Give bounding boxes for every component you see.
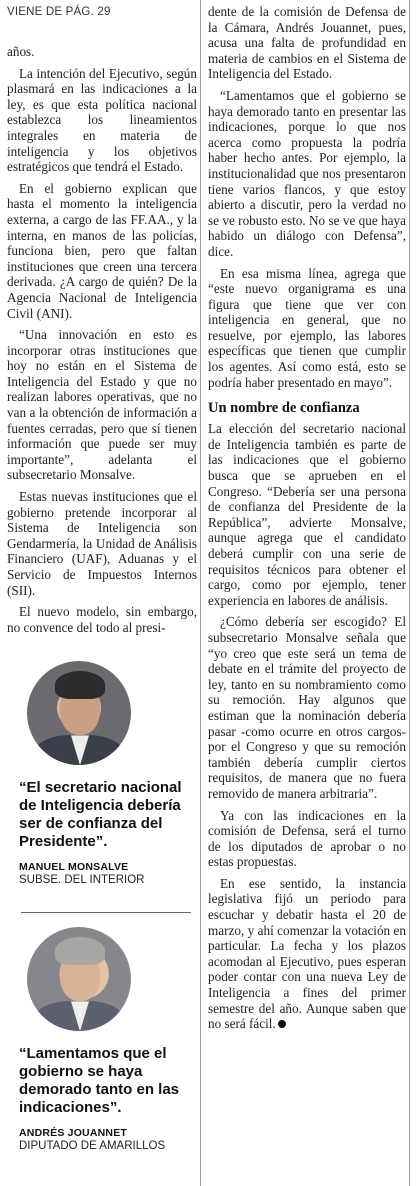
pull-quote-monsalve: “El secretario nacional de Inteligencia debería ser de confianza del Presidente”. <box>19 779 182 851</box>
article-paragraph: La elección del secretario nacional de Inteligencia también es parte de las indicaciones que el gobierno busca que se aprueben en el Congreso. “Debería ser una persona de confianza del Presidente de la República”, advierte Monsalve, aunque agrega que el candidato deberá cumplir con una serie de requisitos técnicos para obtener el cargo, como por ejemplo, tener experiencia en labores de análisis. <box>208 421 406 608</box>
right-column <box>208 0 406 1038</box>
left-column <box>7 0 197 1152</box>
monsalve-portrait <box>27 661 131 765</box>
article-paragraph: En el gobierno explican que hasta el momento la inteligencia externa, a cargo de las FF.AA., y la interna, en manos de las policías, funciona bien, pero que faltan instituciones que creen una tercera derivada. ¿A cargo de quién? De la Agencia Nacional de Inteligencia Civil (ANI). <box>7 180 197 321</box>
article-paragraph: dente de la comisión de Defensa de la Cámara, Andrés Jouannet, pues, acusa una falta de profundidad en materia de cambios en el Sistema de Inteligencia del Estado. <box>208 4 406 82</box>
quote-author-name: ANDRÉS JOUANNET <box>19 1127 128 1140</box>
article-paragraph-last <box>208 876 406 1032</box>
page-edge-rule <box>409 0 410 1186</box>
article-paragraph: Estas nuevas instituciones que el gobierno pretende incorporar al Sistema de Inteligencia son Gendarmería, la Unidad de Análisis Financiero (UAF), Aduanas y el Servicio de Impuestos Internos (SII). <box>7 489 197 598</box>
article-paragraph: “Una innovación en esto es incorporar otras instituciones que hoy no están en el Sistema de Inteligencia del Estado y que no realizan labores operativas, que no van a la obtención de información a fuentes cerradas, pero que sí tienen información que puede ser muy importante”, adelanta el subsecretario Monsalve. <box>7 327 197 483</box>
article-paragraph-text: En ese sentido, la instancia legislativa fijó un periodo para escuchar y debatir hasta el 20 de marzo, y ahí comenzar la votación en particular. La fecha y los plazos acomodan al Ejecutivo, pues esperan poder contar con una nueva Ley de Inteligencia a fines del primer semestre del año. Aunque saben que no será fácil. <box>208 875 406 1032</box>
quote-author-role: SUBSE. DEL INTERIOR <box>19 874 145 887</box>
quote-separator <box>21 912 191 913</box>
column-divider <box>200 0 201 1186</box>
jouannet-portrait <box>27 927 131 1031</box>
article-paragraph: ¿Cómo debería ser escogido? El subsecretario Monsalve señala que “yo creo que este será un tema de debate en el trámite del proyecto de ley, tanto en su nombramiento como su remoción. Hay algunos que estiman que la nominación debería pasar -como ocurre en otros cargos- por el Congreso y que su remoción también debería cumplir ciertos requisitos, de manera que no fuera removido de manera arbitraria”. <box>208 614 406 801</box>
article-paragraph: “Lamentamos que el gobierno se haya demorado tanto en presentar las indicaciones, porque lo que nos acerca como propuesta la podría haber hecho antes. Por ejemplo, la institucionalidad que nos presentaron tiene varios flancos, y que estoy abierto a discutir, pero la verdad no se ve robusto esto. No se ve que haya habido un diálogo con Defensa”, dice. <box>208 87 406 259</box>
article-paragraph: En esa misma línea, agrega que “este nuevo organigrama es una figura que tiene que ver con inteligencia en general, que no resuelve, por ejemplo, las labores específicas que tienen que cumplir los agentes. Así como está, esto se podría haber presentado en mayo”. <box>208 265 406 390</box>
section-subheading: Un nombre de confianza <box>208 400 360 417</box>
article-paragraph: El nuevo modelo, sin embargo, no convence del todo al presi- <box>7 604 197 635</box>
continued-from-kicker: VIENE DE PÁG. 29 <box>7 6 111 18</box>
article-paragraph: Ya con las indicaciones en la comisión de Defensa, será el turno de los diputados de aprobar o no estas propuestas. <box>208 807 406 870</box>
quote-author-role: DIPUTADO DE AMARILLOS <box>19 1140 166 1153</box>
quote-author-name: MANUEL MONSALVE <box>19 861 129 874</box>
article-paragraph: años. <box>7 44 35 59</box>
article-paragraph: La intención del Ejecutivo, según plasmará en las indicaciones a la ley, es que esta política nacional establezca los lineamientos integrales en materia de inteligencia y los objetivos estratégicos que tendrá el Estado. <box>7 65 197 175</box>
pull-quote-jouannet: “Lamentamos que el gobierno se haya demorado tanto en las indicaciones”. <box>19 1045 180 1117</box>
end-of-article-mark <box>278 1020 286 1028</box>
